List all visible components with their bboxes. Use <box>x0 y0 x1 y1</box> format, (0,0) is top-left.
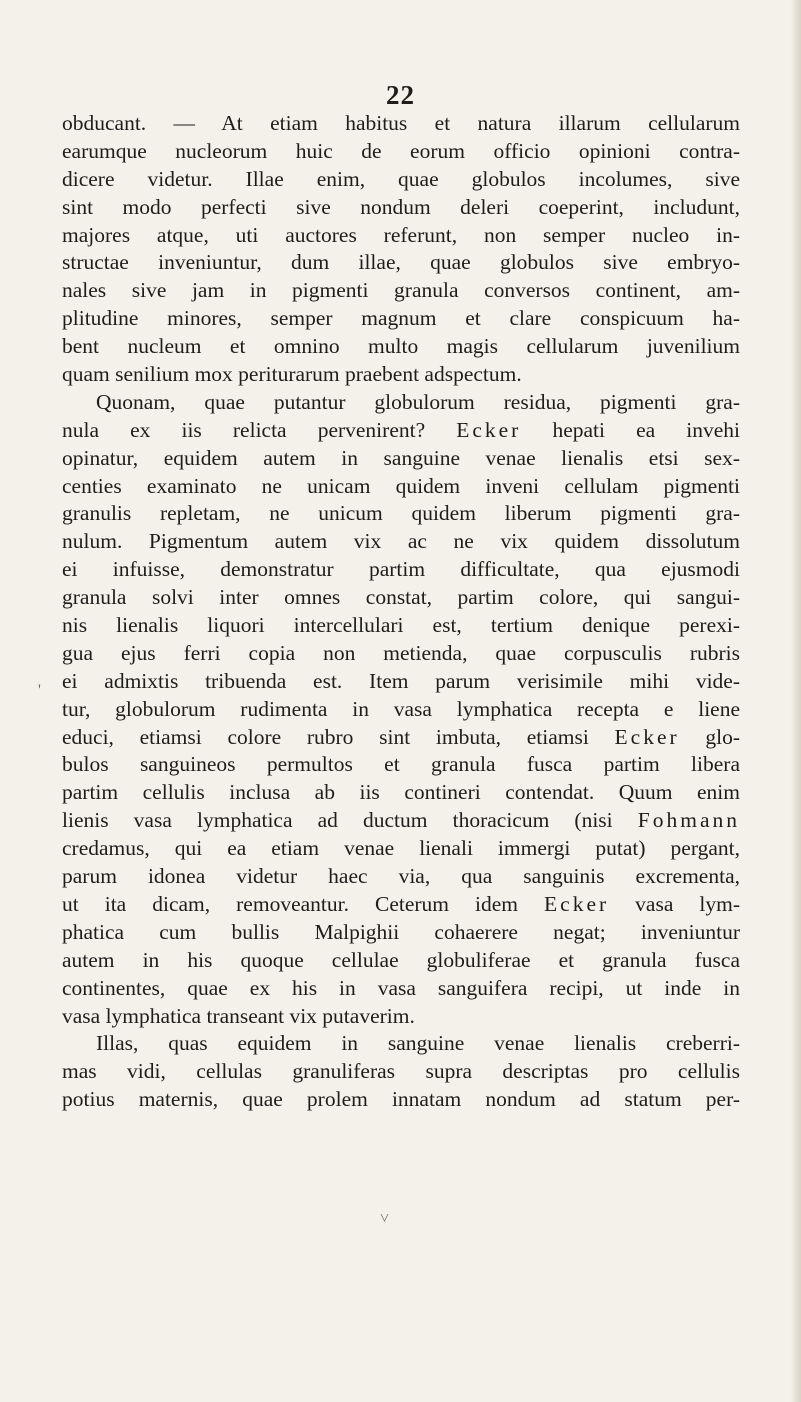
text-line: bulos sanguineos permultos et granula fusca partim libera <box>62 752 740 777</box>
body-text <box>62 110 740 1114</box>
text-line: credamus, qui ea etiam venae lienali immergi putat) pergant, <box>62 836 740 861</box>
text-line: autem in his quoque cellulae globuliferae et granula fusca <box>62 947 740 972</box>
text-line: opinatur, equidem autem in sanguine venae lienalis etsi sex- <box>62 445 740 470</box>
text-line: ei admixtis tribuenda est. Item parum verisimile mihi vide- <box>62 668 740 693</box>
text-line: nales sive jam in pigmenti granula conversos continent, am- <box>62 278 740 303</box>
text-line: nulum. Pigmentum autem vix ac ne vix quidem dissolutum <box>62 529 740 554</box>
text-line: granulis repletam, ne unicum quidem liberum pigmenti gra- <box>62 501 740 526</box>
page-edge-shadow <box>791 0 801 1402</box>
text-line: sint modo perfecti sive nondum deleri coeperint, includunt, <box>62 194 740 219</box>
text-line: bent nucleum et omnino multo magis cellularum juvenilium <box>62 334 740 359</box>
text-fragment: vasa lym- <box>609 891 740 916</box>
margin-mark: ˅ <box>380 1210 390 1227</box>
text-line: earumque nucleorum huic de eorum officio opinioni contra- <box>62 138 740 163</box>
author-name: Ecker <box>456 417 522 442</box>
author-name: Fohmann <box>637 808 740 833</box>
text-line: quam senilium mox periturarum praebent adspectum. <box>62 362 522 387</box>
text-line: tur, globulorum rudimenta in vasa lymphatica recepta e liene <box>62 696 740 721</box>
text-line: ei infuisse, demonstratur partim difficultate, qua ejusmodi <box>62 557 740 582</box>
text-line: vasa lymphatica transeant vix putaverim. <box>62 1003 415 1028</box>
text-line: majores atque, uti auctores referunt, non semper nucleo in- <box>62 222 740 247</box>
author-name: Ecker <box>614 724 680 749</box>
text-line: nis lienalis liquori intercellulari est, tertium denique perexi- <box>62 613 740 638</box>
text-line <box>62 807 740 835</box>
text-fragment: lienis vasa lymphatica ad ductum thoracicum (nisi <box>62 808 638 833</box>
text-line <box>62 724 740 752</box>
text-fragment: educi, etiamsi colore rubro sint imbuta, etiamsi <box>62 724 615 749</box>
text-line: Illas, quas equidem in sanguine venae lienalis creberri- <box>96 1031 740 1056</box>
text-line <box>62 891 740 919</box>
author-name: Ecker <box>544 891 610 916</box>
text-fragment: glo- <box>679 724 740 749</box>
text-line: plitudine minores, semper magnum et clare conspicuum ha- <box>62 306 740 331</box>
text-fragment: ut ita dicam, removeantur. Ceterum idem <box>62 891 545 916</box>
text-line: dicere videtur. Illae enim, quae globulos incolumes, sive <box>62 166 740 191</box>
text-line: Quonam, quae putantur globulorum residua, pigmenti gra- <box>96 389 740 414</box>
page-number: 22 <box>386 80 415 110</box>
text-line: obducant. — At etiam habitus et natura illarum cellularum <box>62 111 740 135</box>
text-line: granula solvi inter omnes constat, partim colore, qui sangui- <box>62 585 740 610</box>
text-fragment: nula ex iis relicta pervenirent? <box>62 417 457 442</box>
text-fragment: hepati ea invehi <box>521 417 740 442</box>
text-line: parum idonea videtur haec via, qua sanguinis excrementa, <box>62 864 740 889</box>
text-line: gua ejus ferri copia non metienda, quae corpusculis rubris <box>62 640 740 665</box>
text-line: phatica cum bullis Malpighii cohaerere negat; inveniuntur <box>62 919 740 944</box>
text-line: partim cellulis inclusa ab iis contineri contendat. Quum enim <box>62 780 740 805</box>
margin-mark: ' <box>38 682 41 699</box>
text-line: continentes, quae ex his in vasa sanguifera recipi, ut inde in <box>62 975 740 1000</box>
text-line: centies examinato ne unicam quidem inveni cellulam pigmenti <box>62 473 740 498</box>
text-line: potius maternis, quae prolem innatam nondum ad statum per- <box>62 1087 740 1112</box>
text-line <box>62 417 740 445</box>
text-line: structae inveniuntur, dum illae, quae globulos sive embryo- <box>62 250 740 275</box>
text-line: mas vidi, cellulas granuliferas supra descriptas pro cellulis <box>62 1059 740 1084</box>
